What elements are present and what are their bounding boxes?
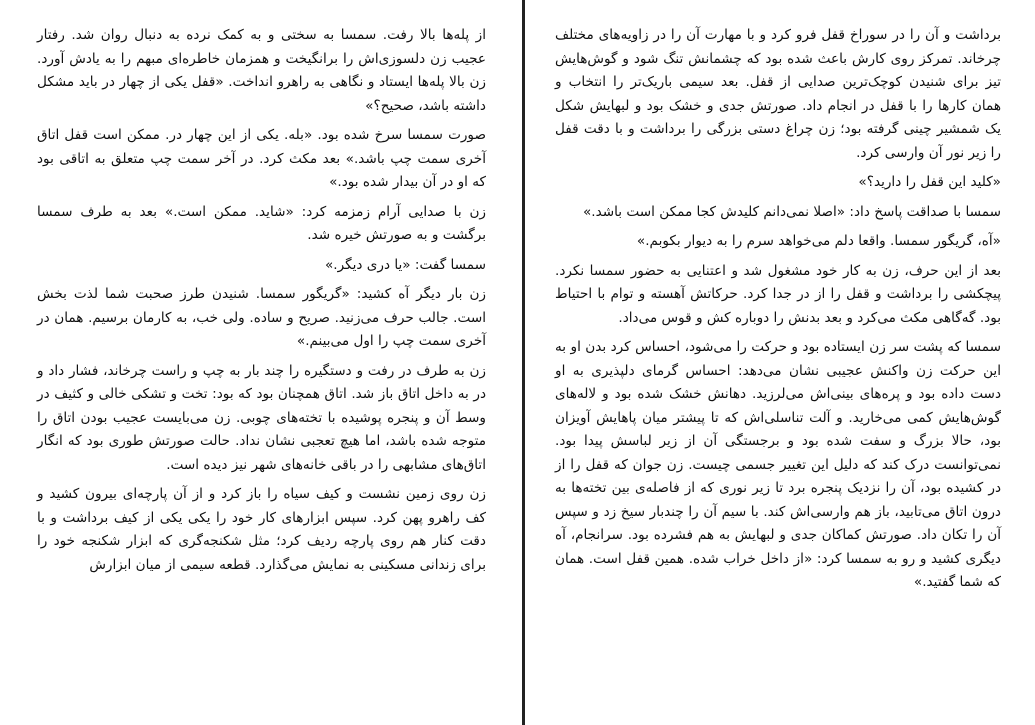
left-paragraph-1: از پله‌ها بالا رفت. سمسا به سختی و به کمک نرده به دنبال روان شد. رفتار عجیب زن دلسوزی‌اش را برانگیخت و همزمان خاطره‌ای مبهم را به یادش آورد. زن بالا پله‌ها ایستاد و نگاهی به راهرو انداخت. «قفل یکی از چهار در باید مشکل داشته باشد، صحیح؟» xyxy=(37,27,486,114)
left-paragraph-3: زن با صدایی آرام زمزمه کرد: «شاید. ممکن است.» بعد به طرف سمسا برگشت و به صورتش خیره شد. xyxy=(37,203,486,243)
left-paragraph-2: صورت سمسا سرخ شده بود. «بله. یکی از این چهار در. ممکن است قفل اتاق آخری سمت چپ باشد.» بعد مکث کرد. در آخر سمت چپ متعلق به اتاقی بود که او در آن بیدار شده بود.» xyxy=(37,127,486,190)
right-paragraph-6: سمسا که پشت سر زن ایستاده بود و حرکت را می‌شود، احساس کرد بدن او به این حرکت زن واکنش عجیبی نشان می‌دهد: احساس گرمای دلپذیری به او دست داده بود و پره‌های بینی‌اش می‌لرزید. دهانش خشک شده بود و لاله‌های گوش‌هایش کمی می‌خارید. و آلت تناسلی‌اش که تا پیشتر میان پاهایش آویزان بود، حالا بزرگ و سفت شده بود و برجستگی آن از زیر لباسش پیدا بود. نمی‌توانست درک کند که دلیل این تغییر جسمی چیست. زن جوان که قفل را از در کشیده بود، آن را نزدیک پنجره برد تا زیر نوری که از فاصله‌ی بین تخته‌ها به درون اتاق می‌تابید، باز هم وارسی‌اش کند. با سیم آن را چندبار سیخ زد و سپس آن را تکان داد. صورتش کماکان جدی و لبهایش به هم فشرده بود. سرانجام، آه دیگری کشید و رو به سمسا کرد: «از داخل خراب شده. همین قفل است. همان که شما گفتید.» xyxy=(555,339,1001,590)
right-paragraph-5: بعد از این حرف، زن به کار خود مشغول شد و اعتنایی به حضور سمسا نکرد. پیچکشی را برداشت و قفل را از در جدا کرد. حرکاتش آهسته و توام با احتیاط بود. گه‌گاهی مکث می‌کرد و بعد بدنش را دوباره کش و قوس می‌داد. xyxy=(555,262,1001,326)
right-paragraph-2: «کلید این قفل را دارید؟» xyxy=(858,174,1001,190)
right-page xyxy=(525,0,1035,725)
left-paragraph-7: زن روی زمین نشست و کیف سیاه را باز کرد و از آن پارچه‌ای بیرون کشید و کف راهرو پهن کرد. سپس ابزارهای کار خود را یکی یکی از کیف برداشت و با دقت کنار هم روی پارچه ردیف کرد؛ مثل شکنجه‌گری که ابزار شکنجه خود را برای زندانی مسکینی به نمایش می‌گذارد. قطعه سیمی از میان ابزارش xyxy=(37,486,486,573)
left-paragraph-6: زن به طرف در رفت و دستگیره را چند بار به چپ و راست چرخاند، فشار داد و در به داخل اتاق باز شد. اتاق همچنان بود که بود: تخت و تشکی خالی و کثیف در وسط آن و پنجره پوشیده با تخته‌های چوبی. زن می‌بایست عجیب بودن اتاق را متوجه شده باشد، اما هیچ تعجبی نشان نداد. حالت صورتش طوری بود که انگار اتاق‌های مشابهی را در باقی خانه‌های شهر نیز دیده است. xyxy=(37,362,486,473)
left-paragraph-5: زن بار دیگر آه کشید: «گریگور سمسا. شنیدن طرز صحبت شما لذت بخش است. جالب حرف می‌زنید. صریح و ساده. ولی خب، به کارمان برسیم. همان در آخری سمت چپ را اول می‌بینم.» xyxy=(37,286,486,349)
right-paragraph-1: برداشت و آن را در سوراخ قفل فرو کرد و با مهارت آن را در زاویه‌های مختلف چرخاند. تمرکز روی کارش باعث شده بود که چشمانش تنگ شود و گوش‌هایش تیز برای شنیدن کوچک‌ترین صدایی از قفل. بعد سیمی باریک‌تر را انتخاب و همان کارها را با قفل در انجام داد. صورتش جدی و خشک بود و لبهایش شکل یک شمشیر چینی گرفته بود؛ زن چراغ دستی بزرگی را برداشت و با دقت قفل را زیر نور آن وارسی کرد. xyxy=(555,27,1001,161)
right-paragraph-3: سمسا با صداقت پاسخ داد: «اصلا نمی‌دانم کلیدش کجا ممکن است باشد.» xyxy=(582,203,1001,220)
left-paragraph-4: سمسا گفت: «یا دری دیگر.» xyxy=(324,256,486,273)
right-paragraph-4: «آه، گریگور سمسا. واقعا دلم می‌خواهد سرم را به دیوار بکوبم.» xyxy=(636,233,1001,249)
